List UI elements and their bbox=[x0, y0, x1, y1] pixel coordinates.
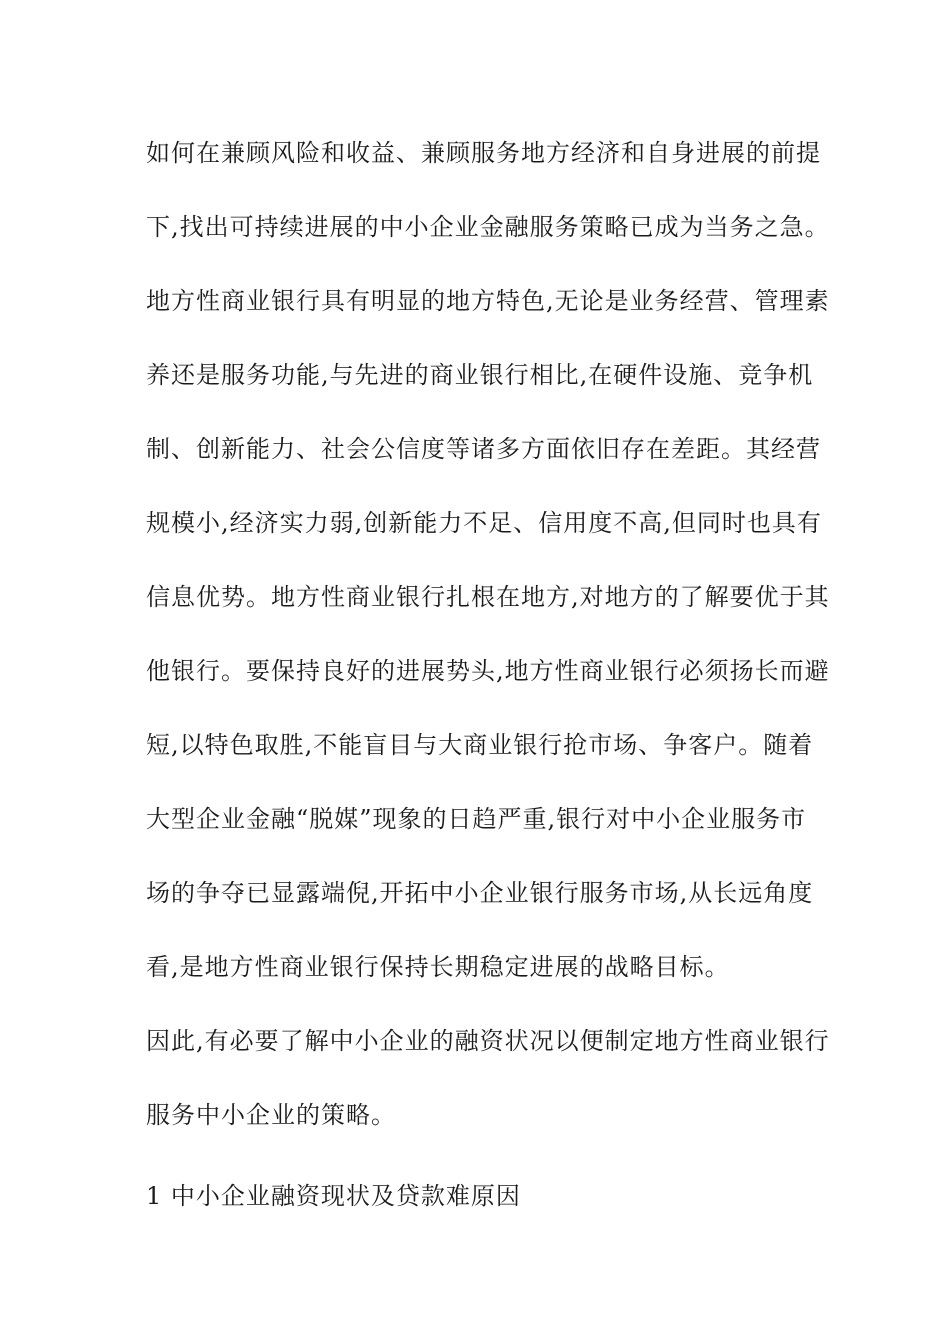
body-text-line: 场的争夺已显露端倪,开拓中小企业银行服务市场,从长远角度 bbox=[146, 879, 814, 907]
body-text-line: 他银行。要保持良好的进展势头,地方性商业银行必须扬长而避 bbox=[146, 657, 830, 685]
body-text-line: 养还是服务功能,与先进的商业银行相比,在硬件设施、竞争机 bbox=[146, 361, 814, 389]
body-text-line: 规模小,经济实力弱,创新能力不足、信用度不高,但同时也具有 bbox=[146, 509, 822, 537]
body-text-line: 短,以特色取胜,不能盲目与大商业银行抢市场、争客户。随着 bbox=[146, 731, 814, 759]
body-text-line: 制、创新能力、社会公信度等诸多方面依旧存在差距。其经营 bbox=[146, 435, 821, 463]
body-text-line: 如何在兼顾风险和收益、兼顾服务地方经济和自身进展的前提 bbox=[146, 139, 821, 167]
body-text-line: 看,是地方性商业银行保持长期稳定进展的战略目标。 bbox=[146, 953, 730, 981]
body-text-line: 大型企业金融“脱媒”现象的日趋严重,银行对中小企业服务市 bbox=[146, 805, 807, 833]
body-text-line: 服务中小企业的策略。 bbox=[146, 1101, 396, 1129]
section-heading: 1 中小企业融资现状及贷款难原因 bbox=[146, 1182, 521, 1210]
body-text-line: 因此,有必要了解中小企业的融资状况以便制定地方性商业银行 bbox=[146, 1027, 830, 1055]
body-text-line: 信息优势。地方性商业银行扎根在地方,对地方的了解要优于其 bbox=[146, 583, 830, 611]
body-text-line: 地方性商业银行具有明显的地方特色,无论是业务经营、管理素 bbox=[146, 287, 830, 315]
body-text-line: 下,找出可持续进展的中小企业金融服务策略已成为当务之急。 bbox=[146, 213, 830, 241]
